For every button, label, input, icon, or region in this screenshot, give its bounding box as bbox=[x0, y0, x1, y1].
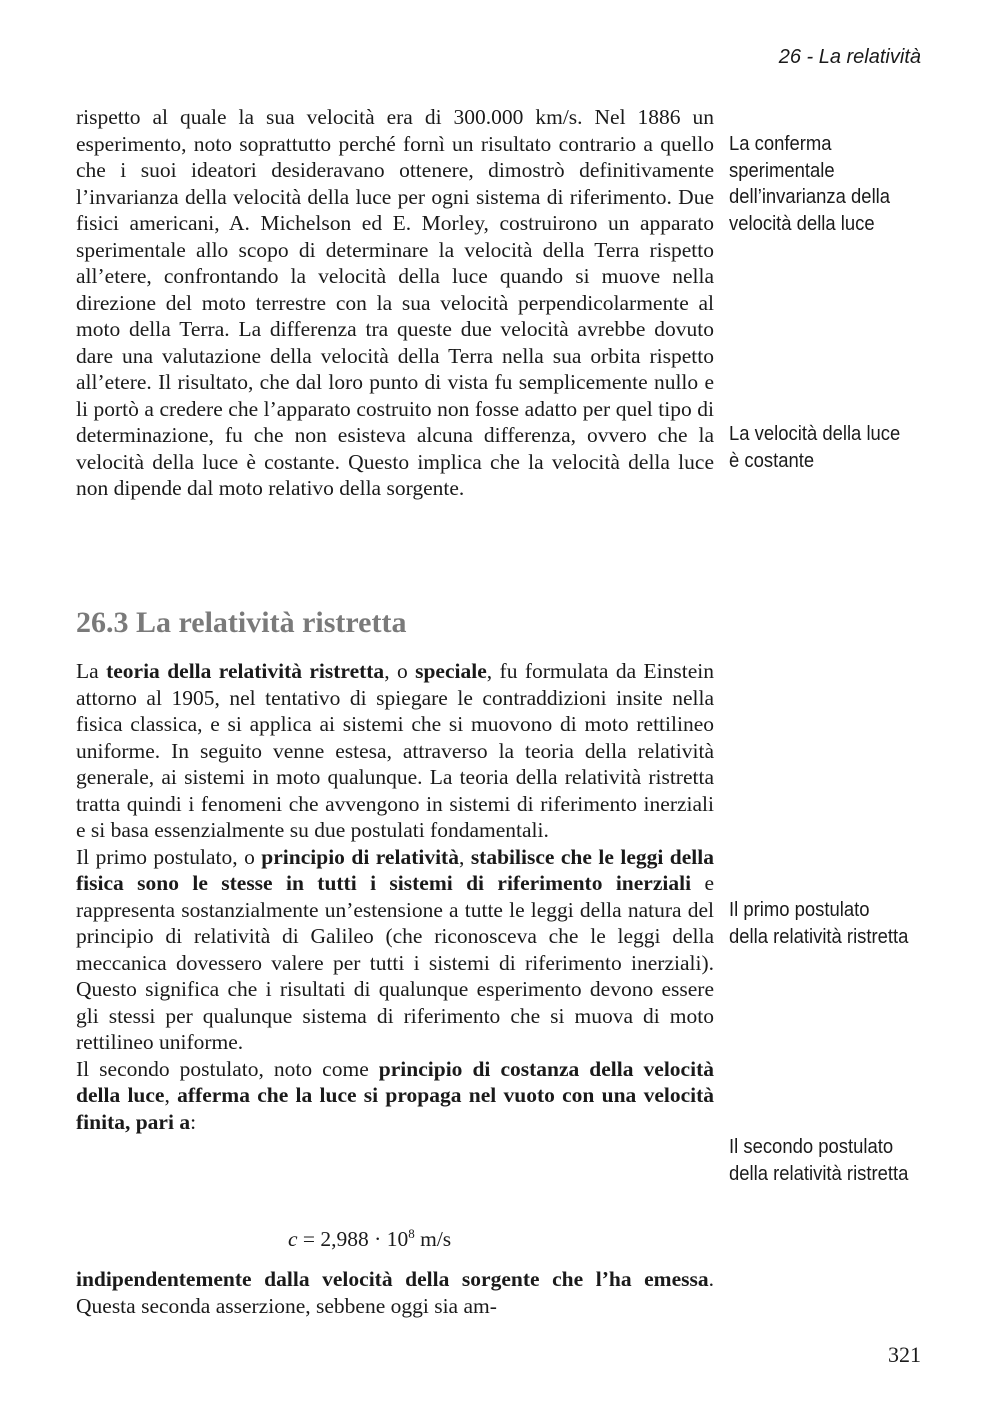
page-number: 321 bbox=[888, 1342, 921, 1367]
term-relativita-ristretta: teoria della relatività ristretta bbox=[106, 659, 385, 683]
intro-paragraph bbox=[76, 104, 714, 502]
paragraph-secondo-postulato: Il secondo postulato, noto come principio di costanza della velocità della luce, afferma che la luce si propaga nel vuoto con una velocità finita, pari a: bbox=[76, 1056, 715, 1134]
term-principio-relativita: principio di relatività bbox=[261, 844, 459, 869]
margin-note-velocita-costante: La velocità della luce è costante bbox=[729, 422, 901, 472]
statement-primo-postulato: stabilisce che le leggi della fisica sono le stesse in tutti i sistemi di riferimento inerziali bbox=[76, 844, 715, 895]
section-title: 26.3 La relatività ristretta bbox=[76, 606, 407, 639]
margin-note-primo-postulato: Il primo postulato della relatività ristretta bbox=[729, 898, 909, 948]
statement-indipendenza: indipendentemente dalla velocità della sorgente che l’ha emessa bbox=[76, 1267, 709, 1291]
paragraph-teoria: La teoria della relatività ristretta, o speciale, fu formulata da Einstein attorno al 1905, nel tentativo di spiegare le contraddizioni insite nella fisica classica, e si applica ai sistemi che si muovono di moto rettilineo uniforme. In seguito venne estesa, attraverso la teoria della relatività generale, ai sistemi in moto qualunque. La teoria della relatività ristretta tratta quindi i fenomeni che avvengono in sistemi di riferimento inerziali e si basa essenzialmente su due postulati fondamentali. bbox=[76, 659, 714, 842]
term-costanza-velocita-luce: principio di costanza della velocità della luce bbox=[76, 1056, 714, 1107]
statement-secondo-postulato: afferma che la luce si propaga nel vuoto con una velocità finita, pari a bbox=[76, 1083, 715, 1134]
running-header: 26 - La relatività bbox=[778, 46, 921, 68]
term-speciale: speciale bbox=[415, 659, 487, 683]
section-body bbox=[76, 658, 714, 1135]
intro-text: rispetto al quale la sua velocità era di 300.000 km/s. Nel 1886 un esperimento, noto soprattutto perché fornì un risultato contrario a quello che i suoi ideatori desideravano ottenere, dimostrò definitivamente l’invarianza della velocità della luce per ogni sistema di riferimento. Due fisici americani, A. Michelson ed E. Morley, costruirono un apparato sperimentale allo scopo di determinare la velocità della Terra rispetto all’etere, confrontando la velocità della luce quando si muove nella direzione del moto terrestre con la sua velocità perpendicolarmente al moto della Terra. La differenza tra queste due velocità avrebbe dovuto dare una valutazione della velocità della Terra nella sua orbita rispetto all’etere. Il risultato, che dal loro punto di vista fu semplicemente nullo e li portò a credere che l’apparato costruito non fosse adatto per quel tipo di determinazione, fu che non esisteva alcuna differenza, ovvero che la velocità della luce è costante. Questo implica che la velocità della luce non dipende dal moto relativo della sorgente. bbox=[76, 105, 714, 500]
paragraph-indipendentemente: indipendentemente dalla velocità della sorgente che l’ha emessa. Questa seconda asserzione, sebbene oggi sia am- bbox=[76, 1267, 714, 1318]
paragraph-primo-postulato: Il primo postulato, o principio di relatività, stabilisce che le leggi della fisica sono le stesse in tutti i sistemi di riferimento inerziali e rappresenta sostanzialmente un’estensione a tutte le leggi della natura del principio di relatività di Galileo (che riconosceva che le leggi della meccanica dovessero valere per tutti i sistemi di riferimento inerziali). Questo significa che i risultati di qualunque esperimento devono essere gli stessi per qualunque sistema di riferimento che si muova di moto rettilineo uniforme. bbox=[76, 844, 715, 1054]
margin-note-secondo-postulato: Il secondo postulato della relatività ristretta bbox=[729, 1135, 909, 1185]
formula-speed-of-light: $c = 2,988 \cdot 10^8$ m/s bbox=[288, 1225, 452, 1251]
continuation-paragraph bbox=[76, 1266, 714, 1319]
margin-note-conferma: La conferma sperimentale dell’invarianza della velocità della luce bbox=[729, 132, 891, 235]
